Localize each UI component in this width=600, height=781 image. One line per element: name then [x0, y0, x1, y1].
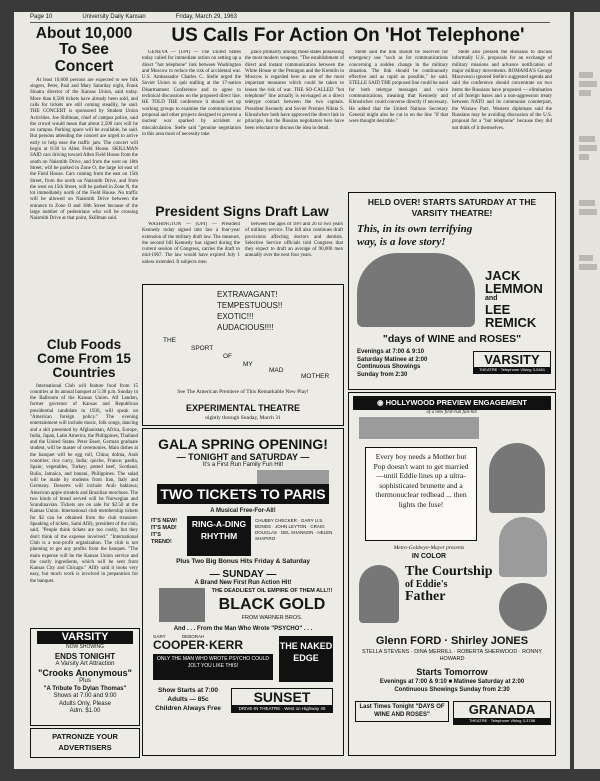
- newspaper-page: [14, 12, 570, 769]
- two-tickets-title: TWO TICKETS TO PARIS: [157, 484, 329, 504]
- courtship-stars: Glenn FORD · Shirley JONES: [375, 635, 529, 647]
- draft-text-1: WASHINGTON — (UPI) — President Kennedy today signed into law a four-year extension of the military draft law. The measure, the second bill Kennedy has signed during the current session of Congress, carries the draft to mid-1967. The law would have expired July 1 unless extended. It subjects men: [142, 222, 240, 265]
- black-gold-photo: [159, 588, 205, 622]
- hotline-col-4: [452, 50, 552, 200]
- page-number: Page 10: [30, 14, 53, 20]
- courtship-evenings: Evenings at 7:00 & 9:10 ■ Matinee Saturday at 2:00: [379, 679, 525, 685]
- draft-headline: President Signs Draft Law: [155, 203, 329, 219]
- sunset-logo: [231, 688, 333, 713]
- courtship-top-photo: [359, 417, 479, 439]
- jones-photo: [499, 583, 547, 631]
- sunset-footer: [151, 684, 335, 724]
- courtship-starts: Starts Tomorrow: [416, 667, 488, 677]
- draft-col-1: [142, 222, 240, 280]
- varsity-small-logo: VARSITY: [37, 631, 133, 644]
- sunset-tonight: — TONIGHT and SATURDAY —: [176, 452, 310, 462]
- varsity-small-ad: [30, 628, 140, 726]
- wine-remick: REMICK: [485, 315, 537, 330]
- adjacent-page-edge: [574, 12, 600, 769]
- cooper-label: COOPER: [153, 638, 206, 652]
- sunset-logo-name: SUNSET: [253, 689, 311, 705]
- courtship-continuous: Continuous Showings Sunday from 2:30: [394, 687, 510, 693]
- wine-heldover: HELD OVER! STARTS SATURDAY AT THE VARSITY THEATRE!: [367, 197, 537, 218]
- naked-edge-block: [151, 634, 335, 680]
- sunset-firstrun: It's a First Run Family Fun Hit!: [202, 462, 284, 468]
- exclaim-4: AUDACIOUS!!!!: [217, 323, 274, 332]
- courtship-title-2: of Eddie's: [405, 579, 448, 590]
- draft-text-2: between the ages of 18½ and 26 to two years of military service. The bill also continues draft provisions affecting doctors and dentists. Selective Service officials told Congress that they expect to draft an average of 90,000 men annually over the next four years.: [245, 222, 343, 259]
- sunset-musical: A Musical Free-For-All!: [210, 508, 276, 514]
- hotline-headline: US Calls For Action On 'Hot Telephone': [171, 25, 525, 46]
- wine-and: and: [485, 295, 498, 302]
- sunset-ad: [142, 428, 344, 756]
- title-word-the: THE: [163, 337, 176, 344]
- varsity-logo-name: VARSITY: [484, 352, 540, 367]
- mgm-presents: Metro-Goldwyn-Mayer presents: [393, 545, 465, 551]
- ring-a-ding-cast: CHUBBY CHECKER · GARY U.S. BONDS · JOHN LEYTON · CRAIG DOUGLAS · DEL SHANNON · HELEN SHAPIRO: [255, 518, 333, 541]
- sunset-adults: Adults — 85c: [167, 696, 209, 703]
- preview-sub: of a new first-run fun-hit!: [426, 410, 478, 415]
- sunset-children: Children Always Free: [155, 705, 221, 712]
- concert-body: At least 10,000 persons are expected to see folk singers, Peter, Paul and Mary Saturday night, Frank Sinatra director of the Kansas Union, said today. More than 8,500 tickets have already been sold, and calls for tickets are still coming steadily, he said. THE CONCERT is sponsored by Student Union Activities. Joe Shillman, chief of campus police, said the crowd would mean that about 2,500 cars will be on campus. Parking space will be available, he said. But persons attending the concert are urged to arrive early to help ease the traffic jam. The concert will begin at 8:30 in Allen Field House. SKILLMAN SAID cars driving toward Allen Field House from the south on Naismith Drive, and from the west on 18th Street, will be parked in Zone O, the large lot east of the Field House. Cars coming from the east on 15th Street, from the north on Naismith Drive, and from the west on 15th Street, will be parked in Zone N, the lot immediately north of the Field House. No traffic will be allowed on Naismith Drive between the entrance to Zone O and 18th Street because of the large number of pedestrians who will be crossing Naismith Drive at that point, Skillman said.: [30, 77, 138, 222]
- exclaim-1: EXTRAVAGANT!: [217, 290, 278, 299]
- gary-label: GARY: [153, 634, 166, 639]
- food-body: International Club will feature food from 15 countries at its annual banquet at 5:30 p.m. Sunday in the Ballroom of the Kansas Union. Alf Landon, former governor of Kansas and Republican presidential candidate in 1936, will speak on "American foreign policy." The evening entertainment will include music, folk songs, dancing and a skit presented by Afghanistan, Africa, Europe, India, Japan, Latin America, the Philippines, Thailand and the United States. Peter Esser, German graduate student, will be master of ceremonies. Main dishes at the banquet will be egg roll, China; dolma, Arab countries; rice curry, India; quiche, France; paella, Spain; vegetables, Turkey; potted beef, Scotland; Bulla, Jamaica, and banani, Philippines. The salad will be made by students from Iran, Italy and Germany. Desserts will include Arab baklawa; American apple strudels and Brazilian merchoes. The two kinds of bread served will be Norwegian and Scandinavian. Tickets are on sale for $2.50 at the Kansas Union. International club membership tickets for $2 can be obtained from the club treasurer. Speaking of tickets, Sami Afify, president of the club, said, "People think tickets are too costly, but they don't think of the expense involved." "International Club is a non-profit organization. The club is not planning to get any profits from the banquet. "The main expense will be the Kansas Union service and the costly ingredients, which will be sent from Kansas City and Chicago." Afify said it looks very easy, but much work is involved in preparation for the banquet.: [30, 383, 138, 584]
- wine-continuous: Continuous Showings: [357, 364, 421, 370]
- last-times: Last Times Tonight "DAYS OF WINE AND ROSES": [355, 701, 449, 722]
- title-word-my: MY: [243, 361, 253, 368]
- draft-col-2: [245, 222, 343, 280]
- hotline-col-2: [245, 50, 344, 200]
- hotline-col-3: [349, 50, 448, 200]
- exclaim-2: TEMPESTUOUS!!: [217, 301, 283, 310]
- ring-a-ding-title: RING-A-DING RHYTHM: [187, 516, 251, 556]
- concert-article: [30, 26, 138, 334]
- varsity-small-sub: A Varsity Art Attraction: [55, 660, 115, 667]
- sunset-psycho: And . . . From the Man Who Wrote "PSYCHO" . . .: [173, 626, 313, 632]
- food-article: [30, 338, 138, 624]
- patronize-box: PATRONIZE YOUR ADVERTISERS: [30, 728, 140, 758]
- black-gold-block: [151, 588, 335, 624]
- sunset-sunday: — SUNDAY —: [209, 569, 277, 580]
- wine-tagline: This, in its own terrifying way, is a love story!: [357, 223, 473, 248]
- varsity-small-movie: "Crooks Anonymous": [38, 668, 132, 678]
- wine-sunday: Sunday from 2:30: [357, 371, 408, 378]
- wine-lemmon: LEMMON: [485, 281, 543, 296]
- courtship-title: [405, 565, 499, 604]
- sunset-plus: Plus Two Big Bonus Hits Friday & Saturday: [176, 558, 310, 565]
- wine-saturday: Saturday Matinee at 2:00: [357, 356, 428, 363]
- paper-name: University Daily Kansan: [82, 14, 146, 20]
- sunset-brandnew: A Brand New First Run Action Hit!: [194, 580, 292, 586]
- hotline-text-2: place primarily among those states possessing the most modern weapons. "The establishment of direct and instant communication between the White House or the Pentagon and the Kremlin in Moscow is regarded here as one of the most important measures which could be taken to lessen the risk of war. THE SO-CALLED "hot telephone" line actually is envisaged as a direct teletype contact between the two capitals. President Kennedy and Soviet Premier Nikita S. Khrushchev both have approved the direct link in principle, but the Russian negotiators here have been reluctant to discuss the idea in detail.: [245, 50, 344, 131]
- granada-name: GRANADA: [468, 702, 536, 717]
- hotline-text-4: Stelle also pressed the Russians to discuss informally U.S. proposals for an exchange of military missions and advance notification of major military movements. ROMANIA'S George Macovescu ignored Stelle's suggested agenda and said the conference should concentrate on two items the Russians have proposed — elimination of all foreign bases and a non-aggression treaty between NATO and its communist counterpart, the Warsaw Pact. Western diplomats said the Russians may be avoiding discussion of the U.S. proposal for a "hot telephone" because they did not think of it themselves.: [452, 50, 552, 131]
- psycho-jolt: ONLY THE MAN WHO WROTE PSYCHO COULD JOLT YOU LIKE THIS!: [153, 654, 273, 680]
- courtship-title-1: The Courtship: [405, 564, 493, 579]
- two-tickets-block: [157, 470, 329, 508]
- experimental-exclaims: [217, 289, 282, 333]
- black-gold-deadliest: THE DEADLIEST OIL EMPIRE OF THEM ALL!!!: [211, 588, 333, 594]
- wine-stars: [485, 269, 551, 329]
- wine-jack: JACK: [485, 268, 521, 283]
- sunset-logo-drive: DRIVE-IN THEATRE · West on Highway 40: [232, 705, 332, 712]
- varsity-small-now: NOW SHOWING: [65, 644, 105, 650]
- varsity-small-adults: Adults Only, Please: [59, 700, 111, 707]
- varsity-logo-theatre: THEATRE · Telephone VIking 3-0461: [474, 367, 550, 373]
- preview-label: HOLLYWOOD PREVIEW ENGAGEMENT: [385, 398, 528, 407]
- ring-its-new: IT'S NEW! IT'S MAD! IT'S TREND!: [151, 518, 178, 545]
- courtship-blurb: Every boy needs a Mother but Pop doesn't want to get married—until Eddie lines up a ultra-sophisticated brunette and a thermonuclear redhead ... then lights the fuse!: [365, 447, 477, 541]
- varsity-small-adm: Adm. $1.00: [69, 708, 101, 714]
- varsity-small-shows: Shows at 7:00 and 9:00: [53, 693, 117, 699]
- hotline-col-1: [142, 50, 241, 200]
- naked-edge-title: THE NAKED EDGE: [279, 636, 333, 682]
- food-headline: Club Foods Come From 15 Countries: [37, 338, 131, 381]
- wine-lee: LEE: [485, 302, 511, 317]
- title-word-mad: MAD: [269, 367, 284, 374]
- courtship-title-3: Father: [405, 589, 446, 604]
- black-gold-title: BLACK GOLD: [218, 596, 326, 613]
- black-gold-wb: FROM WARNER BROS.: [241, 615, 303, 621]
- experimental-dates: nightly through Sunday, March 31: [205, 415, 281, 421]
- varsity-small-second: "A Tribute To Dylan Thomas": [43, 685, 127, 692]
- ring-a-ding-block: [151, 516, 335, 556]
- ford-photo: [359, 565, 399, 623]
- gala-opening: GALA SPRING OPENING!: [158, 436, 328, 452]
- header-rule: [30, 22, 550, 23]
- kerr-label: KERR: [209, 638, 244, 652]
- courtship-ad: [348, 392, 556, 756]
- varsity-small-ends: ENDS TONIGHT: [54, 651, 116, 661]
- exclaim-3: EXOTIC!!!: [217, 312, 254, 321]
- hotline-text-3: Stelle said the link should be reserved for emergency use "such as for communications concerning a sudden change in the military situation. The link should be continuously effective and as rapid as possible," he said. STELLE SAID THE proposed line could be used for both teletype messages and voice communications, meaning that Kennedy and Khrushchev could converse directly if necessary. He added that the United Nations Secretary General might also be cut in on the line "if that were thought desirable.": [349, 50, 448, 125]
- cooper-kerr-names: COOPER·KERR: [153, 638, 244, 652]
- experimental-name: EXPERIMENTAL THEATRE: [185, 403, 300, 413]
- page-header: [30, 14, 550, 20]
- title-word-sport: SPORT: [191, 345, 214, 352]
- sunset-show: Show Starts at 7:00: [158, 687, 218, 694]
- sunset-times: [151, 686, 225, 713]
- granada-theatre: THEATRE · Telephone VIking 3-3788: [454, 718, 550, 724]
- title-word-of: OF: [223, 353, 233, 360]
- wine-roses-ad: [348, 192, 556, 390]
- title-word-mother: MOTHER: [301, 373, 330, 380]
- two-tickets-photo: [257, 470, 329, 484]
- wine-title: "days of WINE and ROSES": [382, 333, 522, 345]
- courtship-photo-2: [499, 517, 547, 577]
- varsity-small-plus: Plus: [79, 678, 91, 684]
- in-color: IN COLOR: [411, 553, 447, 560]
- wine-times: [357, 349, 467, 379]
- deborah-label: DEBORAH: [181, 634, 205, 639]
- courtship-photo-1: [489, 443, 545, 513]
- varsity-logo: [473, 351, 551, 374]
- granada-logo: [453, 701, 551, 725]
- hollywood-preview: [353, 396, 551, 410]
- experimental-theatre-ad: [142, 284, 344, 426]
- concert-headline: About 10,000 To See Concert: [35, 26, 133, 75]
- hollywood-badge-icon: ◉: [376, 398, 384, 407]
- wine-photo: [357, 253, 475, 327]
- hotline-text-1: GENEVA — (UPI) — The United States today called for immediate action on setting up a direct "hot telephone" link between Washington and Moscow to reduce the risk of accidental war. U.S. Ambassador Charles C. Stelle urged the Soviet Union to quit stalling at the 17-nation Disarmament Conference and to agree to technical discussions on the proposed direct line. HE TOLD THE conference it should set up working groups to examine the communications proposal and other projects designed to prevent a nuclear war sparked by accident or miscalculation. Stelle said "genuine negotiation in this area must of necessity take: [142, 50, 241, 137]
- courtship-cast: STELLA STEVENS · DINA MERRILL · ROBERTA SHERWOOD · RONNY HOWARD: [361, 649, 543, 662]
- issue-date: Friday, March 29, 1963: [175, 14, 237, 20]
- experimental-see: See The American Premiere of This Remarkable New Play!: [177, 389, 309, 395]
- wine-evenings: Evenings at 7:00 & 9:10: [357, 349, 425, 355]
